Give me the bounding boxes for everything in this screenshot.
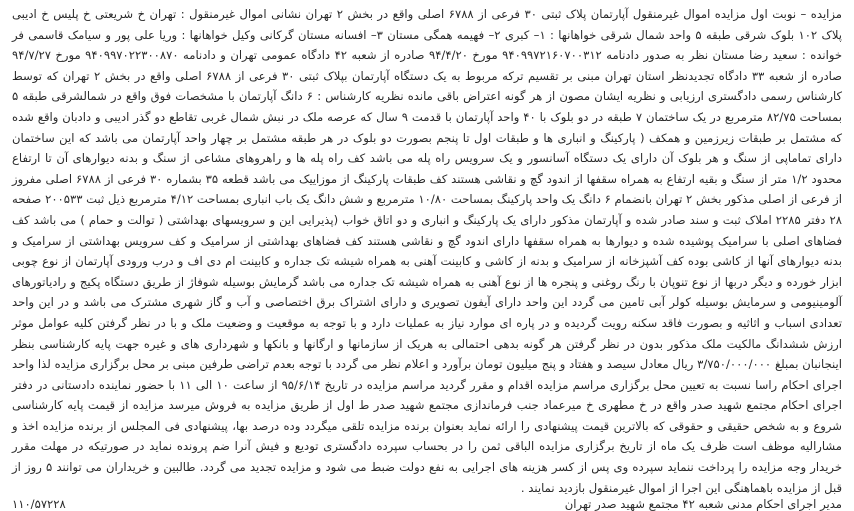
auction-notice bbox=[11, 4, 843, 511]
issuer-signature: مدیر اجرای احکام مدنی شعبه ۴۲ مجتمع شهید صدر تهران bbox=[564, 497, 842, 511]
reference-code: ۱۱۰/۵۷۲۲۸ bbox=[12, 497, 66, 511]
notice-body-text: مزایده – نوبت اول مزایده اموال غیرمنقول آپارتمان پلاک ثبتی ۳۰ فرعی از ۶۷۸۸ اصلی واقع در بخش ۲ تهران نشانی اموال غیرمنقول : تهران خ شریعتی خ پلیس خ ادیبی پلاک ۱۰۲ بلوک شرقی طبقه ۵ واحد شمال شرقی خواهانها : ۱– کبری ۲– فهیمه همگی مستان ۳– افسانه مستان گرکانی وکیل خواهانها : وریا علی پور و سیامک قاسمی فر خوانده : سعید رضا مستان نظر به صدور دادنامه ۹۴۰۹۹۷۲۱۶۰۷۰۰۳۱۲ مورخ ۹۴/۴/۲۰ صادره از شعبه ۴۲ دادگاه عمومی تهران و دادنامه ۹۴۰۹۹۷۰۲۲۳۰۰۸۷۰ مورخ ۹۴/۷/۲۷ صادره از شعبه ۳۳ دادگاه تجدیدنظر استان تهران مبنی بر تقسیم ترکه مربوط به یک دستگاه آپارتمان بپلاک ثبتی ۳۰ فرعی از ۶۷۸۸ اصلی واقع در بخش ۲ تهران که توسط کارشناس رسمی دادگستری ارزیابی و نظریه ایشان مصون از هر گونه اعتراض باقی مانده نظریه کارشناس : ۶ دانگ آپارتمان با مشخصات فوق واقع در شمالشرقی طبقه ۵ بمساحت ۸۲/۷۵ مترمربع در یک ساختمان ۷ طبقه در دو بلوک با ۴۰ واحد آپارتمان با قدمت ۹ سال که عرصه ملک در نبش شمال غربی تقاطع دو گذر ادیبی و دادبان واقع شده که مشتمل بر طبقات زیرزمین و همکف ( پارکینگ و انباری ها و طبقات اول تا پنجم بصورت دو بلوک در هر طبقه مشتمل بر چهار واحد آپارتمان می باشد که این ساختمان دارای تماماپی از سنگ و هر بلوک آن دارای یک دستگاه آسانسور و یک سرویس راه پله می باشد کف راه پله ها و راهروهای مشاعی از سنگ و بدنه دیوارهای آن تا ارتفاع محدود ۱/۲ متر از سنگ و بقیه ارتفاع به همراه سقفها از اندود گچ و نقاشی هستند کف طبقات پارکینگ از موزاییک می باشد قطعه ۳۵ بشماره ۳۰ فرعی از ۶۷۸۸ اصلی مفروز از فرعی از اصلی مذکور بخش ۲ تهران بانضمام ۶ دانگ یک واحد پارکینگ بمساحت ۱۰/۸۰ مترمربع و شش دانگ یک باب انباری بمساحت ۴/۱۲ مترمربع ذیل ثبت ۲۰۰۵۳۳ صفحه ۲۸ دفتر ۲۲۸۵ املاک ثبت و سند صادر شده و آپارتمان مذکور دارای یک پارکینگ و انباری و دو اتاق خواب (پذیرایی این و سرویسهای بهداشتی ( توالت و حمام ) می باشد کف فضاهای اصلی با سرامیک پوشیده شده و دیوارها به همراه سقفها دارای اندود گچ و نقاشی هستند کف فضاهای بهداشتی از سرامیک و کف سرویس بهداشتی از سرامیک و بدنه دیوارهای آنها از کاشی بوده کف آشپزخانه از سرامیک و بدنه از کاشی و کابینت آهنی به همراه شیشه تک جداره و کابینت ام دی اف و درب ورودی آپارتمان از نوع چوبی ابزار خورده و دیگر دربها از نوع تنوپان با رنگ روغنی و پنجره ها از نوع آهنی به همراه شیشه تک جداره می باشد گرمایش بوسیله شوفاژ از طریق دستگاه پکیج و رادیاتورهای آلومینیومی و سرمایش بوسیله کولر آبی تامین می گردد این واحد دارای آیفون تصویری و دارای اشتراک برق اختصاصی و آب و گاز شهری مشترک می باشد و در این واحد تعدادی اسباب و اثاثیه و بصورت فاقد سکنه رویت گردیده و در پاره ای موارد نیاز به عملیات دارد و با توجه به موقعیت و وضعیت ملک و با در نظر گرفتن کلیه عوامل موثر ارزش ششدانگ مالکیت ملک مذکور بدون در نظر گرفتن هر گونه بدهی احتمالی به هریک از سازمانها و ارگانها و بانکها و شهرداری های و غیره جهت پایه کارشناسی بنظر اینجانبان بمبلغ ۳/۷۵۰/۰۰۰/۰۰۰ ریال معادل سیصد و هفتاد و پنج میلیون تومان برآورد و اعلام نظر می گردد با توجه بعدم تراضی طرفین مبنی بر محل برگزاری مزایده لذا واحد اجرای احکام راسا نسبت به تعیین محل برگزاری مراسم مزایده اقدام و مقرر گردید مراسم مزایده در تاریخ ۹۵/۶/۱۴ از ساعت ۱۰ الی ۱۱ با حضور نماینده دادستانی در دفتر اجرای احکام مجتمع شهید صدر واقع در خ مطهری خ میرعماد جنب فرماندازی مجتمع شهید صدر ط اول از طریق مزایده به فروش میرسد مزایده از قیمت پایه کارشناسی شروع و به شخص حقیقی و حقوقی که بالاترین قیمت پیشنهادی را ارائه نماید بعنوان برنده مزایده تلقی میگردد وده درصد بها، پیشنهادی فی المجلس از برنده مزایده اخذ و مشارالیه موظف است ظرف یک ماه از تاریخ برگزاری مزایده الباقی ثمن را در بحساب سپرده دادگستری تودیع و فیش آنرا ضم پرونده نماید در صورتیکه در مهلت مقرر خریدار وجه مزایده را پرداخت ننماید سپرده وی پس از کسر هزینه های اجرایی به نفع دولت ضبط می شود و مزایده تجدید می گردد. طالبین و خریداران می توانند ۵ روز از قبل از مزایده باهماهنگی این اجرا از اموال غیرمنقول بازدید نمایند . bbox=[11, 7, 843, 495]
notice-footer bbox=[12, 497, 842, 511]
